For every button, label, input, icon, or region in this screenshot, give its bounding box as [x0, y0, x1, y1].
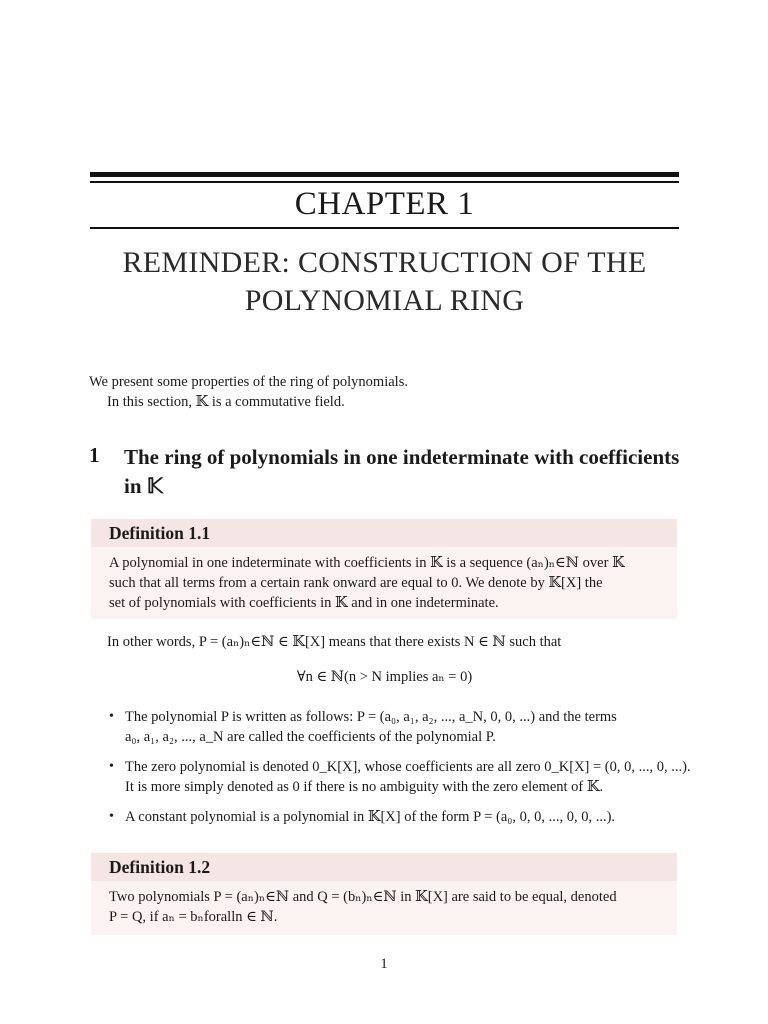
definition-line: set of polynomials with coefficients in 𝕂 and in one indeterminate. [109, 595, 499, 611]
definition-box-1 [91, 519, 677, 619]
display-formula: ∀n ∈ ℕ(n > N implies aₙ = 0) [296, 669, 473, 685]
list-item-line: The zero polynomial is denoted 0_K[X], whose coefficients are all zero 0_K[X] = (0, 0, ..., 0, ...). [125, 759, 691, 775]
definition-heading: Definition 1.2 [91, 853, 677, 881]
list-item-line: The polynomial P is written as follows: P = (a₀, a₁, a₂, ..., a_N, 0, 0, ...) and the terms [125, 709, 617, 725]
section-title: The ring of polynomials in one indeterminate with coefficients in 𝕂 [124, 445, 680, 498]
chapter-rule-top-thin [90, 181, 679, 183]
explanation-paragraph: In other words, P = (aₙ)ₙ∈ℕ ∈ 𝕂[X] means that there exists N ∈ ℕ such that [107, 634, 562, 650]
definition-body [91, 547, 677, 621]
intro-paragraph-2: In this section, 𝕂 is a commutative field. [107, 394, 345, 410]
list-item-line: A constant polynomial is a polynomial in 𝕂[X] of the form P = (a₀, 0, 0, ..., 0, 0, ...). [125, 809, 616, 825]
chapter-rule-bottom [90, 227, 679, 229]
list-item [107, 807, 692, 827]
definition-line: A polynomial in one indeterminate with coefficients in 𝕂 is a sequence (aₙ)ₙ∈ℕ over 𝕂 [109, 555, 625, 571]
section-number: 1 [89, 443, 100, 467]
bullet-icon: • [109, 759, 114, 774]
definition-box-2 [91, 853, 677, 935]
intro-paragraph-1: We present some properties of the ring of polynomials. [89, 374, 408, 390]
definition-line: such that all terms from a certain rank onward are equal to 0. We denote by 𝕂[X] the [109, 575, 603, 591]
page-number: 1 [380, 956, 388, 972]
list-item-line: It is more simply denoted as 0 if there is no ambiguity with the zero element of 𝕂. [125, 779, 604, 795]
chapter-title-line-1: REMINDER: CONSTRUCTION OF THE [122, 246, 647, 279]
bullet-icon: • [109, 709, 114, 724]
list-item-line: a₀, a₁, a₂, ..., a_N are called the coefficients of the polynomial P. [125, 729, 496, 745]
chapter-title-line-2: POLYNOMIAL RING [244, 284, 525, 317]
list-item [107, 707, 692, 747]
definition-line: Two polynomials P = (aₙ)ₙ∈ℕ and Q = (bₙ)ₙ∈ℕ in 𝕂[X] are said to be equal, denoted [109, 889, 617, 905]
list-item [107, 757, 692, 797]
bullet-icon: • [109, 809, 114, 824]
definition-line: P = Q, if aₙ = bₙforalln ∈ ℕ. [109, 909, 278, 925]
definition-body [91, 881, 677, 935]
chapter-label: CHAPTER 1 [294, 186, 475, 222]
bullet-list [107, 707, 692, 827]
definition-heading: Definition 1.1 [91, 519, 677, 547]
chapter-title [90, 244, 679, 320]
chapter-rule-top-thick [90, 172, 679, 177]
